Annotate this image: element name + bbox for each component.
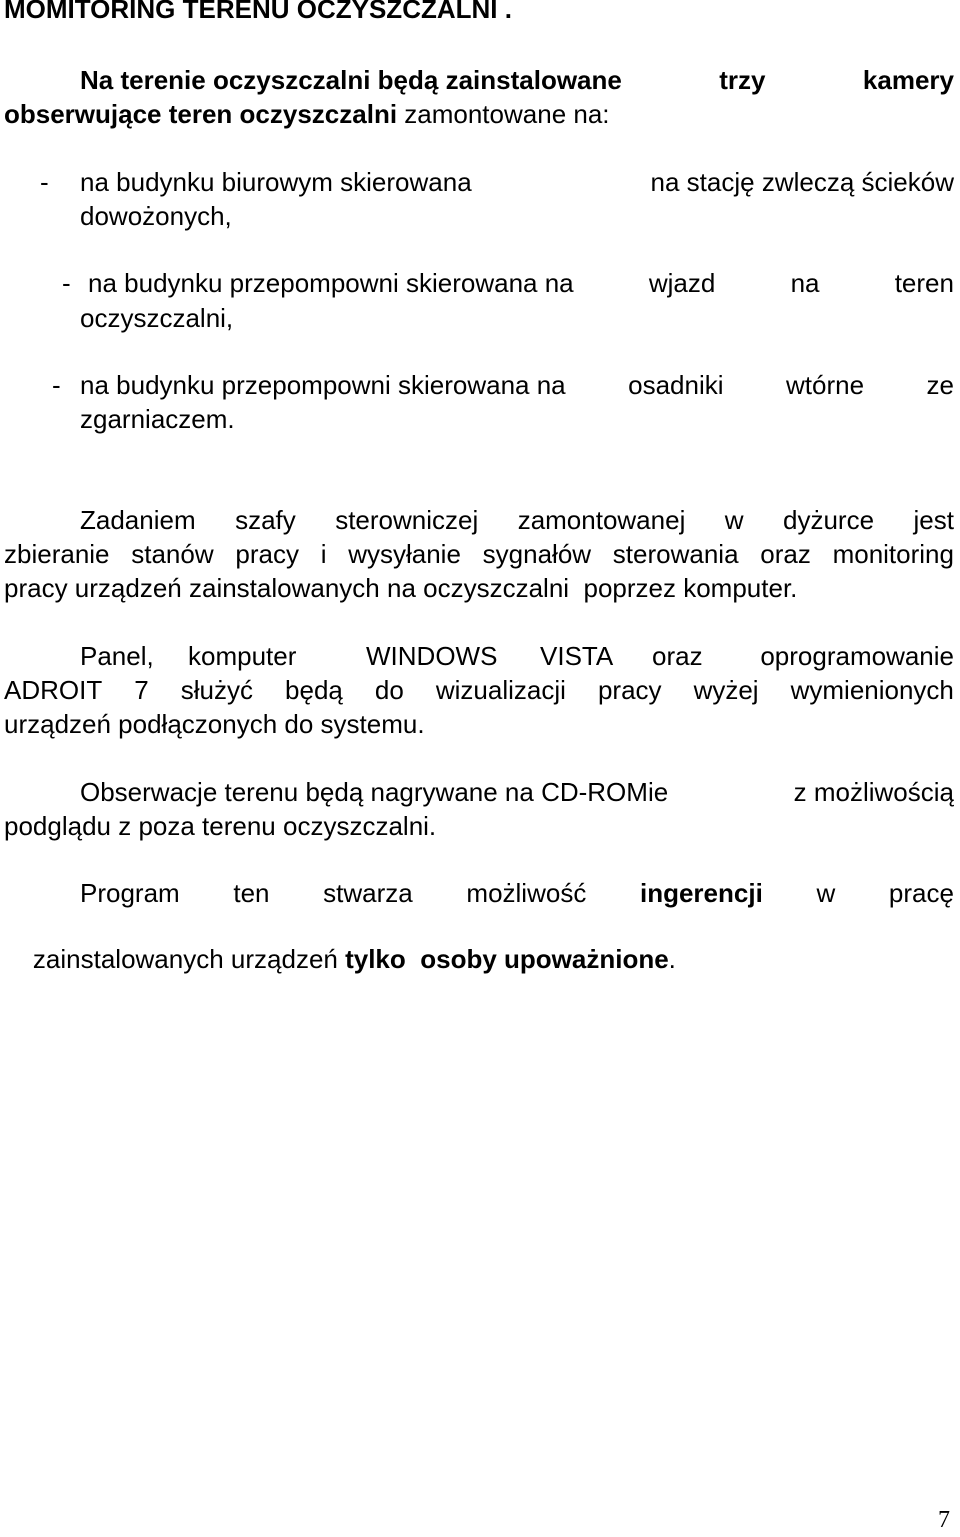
word: w [724,505,744,535]
list-item-2-word-wjazd: wjazd [648,268,716,298]
word: Program [80,878,180,908]
word: jest [913,505,954,535]
word: pracy [235,539,299,569]
program-text-bold: tylko osoby upoważnione [345,944,669,974]
word: wizualizacji [435,675,566,705]
para-obserwacje-line-1 [80,776,954,808]
list-item-1-dash: - [40,167,49,197]
word: stanów [131,539,214,569]
para-panel-line-2 [4,674,954,706]
list-item-3-line-2: zgarniaczem. [80,404,235,434]
list-item-2-text-a: na budynku przepompowni skierowana na [88,268,574,298]
list-item-3-dash: - [52,370,61,400]
word: oprogramowanie [760,641,954,671]
intro-word-trzy: trzy [719,65,766,95]
word: wyżej [693,675,759,705]
intro-line-2 [4,98,610,130]
word: wysyłanie [348,539,461,569]
word: monitoring [832,539,954,569]
para-zadaniem-line-3: pracy urządzeń zainstalowanych na oczyszczalni poprzez komputer. [4,573,798,603]
word: w [816,878,836,908]
obserwacje-text-b: z możliwością [793,777,954,807]
word: VISTA [540,641,614,671]
list-item-3-word-osadniki: osadniki [628,370,724,400]
list-item-2-dash: - [62,268,71,298]
word: sterowania [612,539,739,569]
word: szafy [235,505,296,535]
word: stwarza [323,878,413,908]
word: 7 [134,675,149,705]
word: WINDOWS [366,641,498,671]
list-item-1-line-2: dowożonych, [80,201,232,231]
para-program-line-1 [80,877,954,909]
word: ADROIT [4,675,103,705]
list-item-3-word-ze: ze [926,370,954,400]
list-item-2-line-1 [88,267,954,299]
program-text-post: . [668,944,676,974]
word: Zadaniem [80,505,196,535]
page-heading: MOMITORING TERENU OCZYSZCZALNI . [4,0,512,24]
word: dyżurce [783,505,875,535]
para-zadaniem-line-1 [80,504,954,536]
word: wymienionych [790,675,954,705]
word: ten [233,878,270,908]
word: zamontowanej [517,505,686,535]
obserwacje-text-a: Obserwacje terenu będą nagrywane na CD-ROMie [80,777,669,807]
word: komputer [188,641,297,671]
intro-text: Na terenie oczyszczalni będą zainstalowane [80,65,622,95]
list-item-1-text-b: na stację zwleczą ścieków [650,167,954,197]
para-obserwacje-line-2: podglądu z poza terenu oczyszczalni. [4,811,437,841]
word: pracę [888,878,954,908]
list-item-2-word-na: na [790,268,820,298]
list-item-2-line-2: oczyszczalni, [80,303,234,333]
word: zbieranie [4,539,110,569]
word: możliwość [466,878,587,908]
list-item-3-word-wtorne: wtórne [785,370,865,400]
intro-rest-text: zamontowane na: [397,99,610,129]
word: do [374,675,404,705]
program-text-pre: zainstalowanych urządzeń [32,944,346,974]
intro-word-kamery: kamery [862,65,954,95]
para-panel-line-3: urządzeń podłączonych do systemu. [4,709,425,739]
word: sygnałów [482,539,592,569]
page-number: 7 [938,1507,950,1533]
word: oraz [652,641,703,671]
intro-bold-text: obserwujące teren oczyszczalni [4,99,398,129]
word: będą [285,675,343,705]
word: Panel, [80,641,154,671]
list-item-2-word-teren: teren [894,268,954,298]
word: służyć [180,675,254,705]
word-bold: ingerencji [639,878,763,908]
intro-line-1 [80,64,954,96]
para-zadaniem-line-2 [4,538,954,570]
word: i [320,539,327,569]
word: sterowniczej [335,505,479,535]
word: pracy [597,675,662,705]
para-program-line-2 [4,911,676,1007]
list-item-3-line-1 [80,369,954,401]
list-item-1-text-a: na budynku biurowym skierowana [80,167,472,197]
word: oraz [760,539,811,569]
list-item-3-text-a: na budynku przepompowni skierowana na [80,370,566,400]
list-item-1-line-1 [80,166,954,198]
